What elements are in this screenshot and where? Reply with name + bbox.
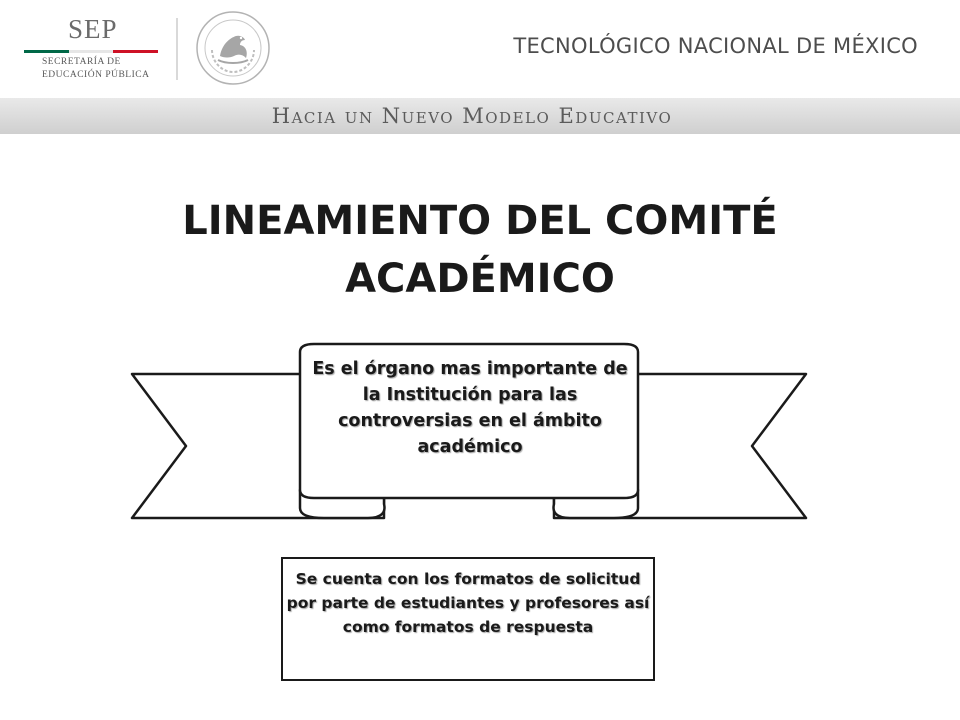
info-text: Se cuenta con los formatos de solicitud por parte de estudiantes y profesores así como formatos de respuesta	[286, 570, 650, 636]
sep-logo-name: SEP	[68, 14, 118, 44]
header-divider	[176, 18, 178, 80]
sep-logo-rule	[24, 50, 158, 53]
page-title	[80, 192, 880, 308]
page-title-line-1: LINEAMIENTO DEL COMITÉ	[182, 198, 778, 244]
sep-logo-line-2: EDUCACIÓN PÚBLICA	[42, 70, 150, 80]
sep-logo-line-1: SECRETARÍA DE	[42, 57, 121, 67]
header	[0, 0, 960, 98]
national-seal-icon	[190, 10, 276, 86]
institution-title: TECNOLÓGICO NACIONAL DE MÉXICO	[513, 34, 918, 58]
info-box	[281, 557, 655, 681]
page-title-line-2: ACADÉMICO	[345, 256, 615, 302]
sep-logo	[24, 14, 164, 84]
motto-band	[0, 98, 960, 134]
ribbon-text: Es el órgano mas importante de la Institución para las controversias en el ámbito académico	[312, 359, 628, 457]
motto-text: Hacia un Nuevo Modelo Educativo	[271, 104, 673, 128]
